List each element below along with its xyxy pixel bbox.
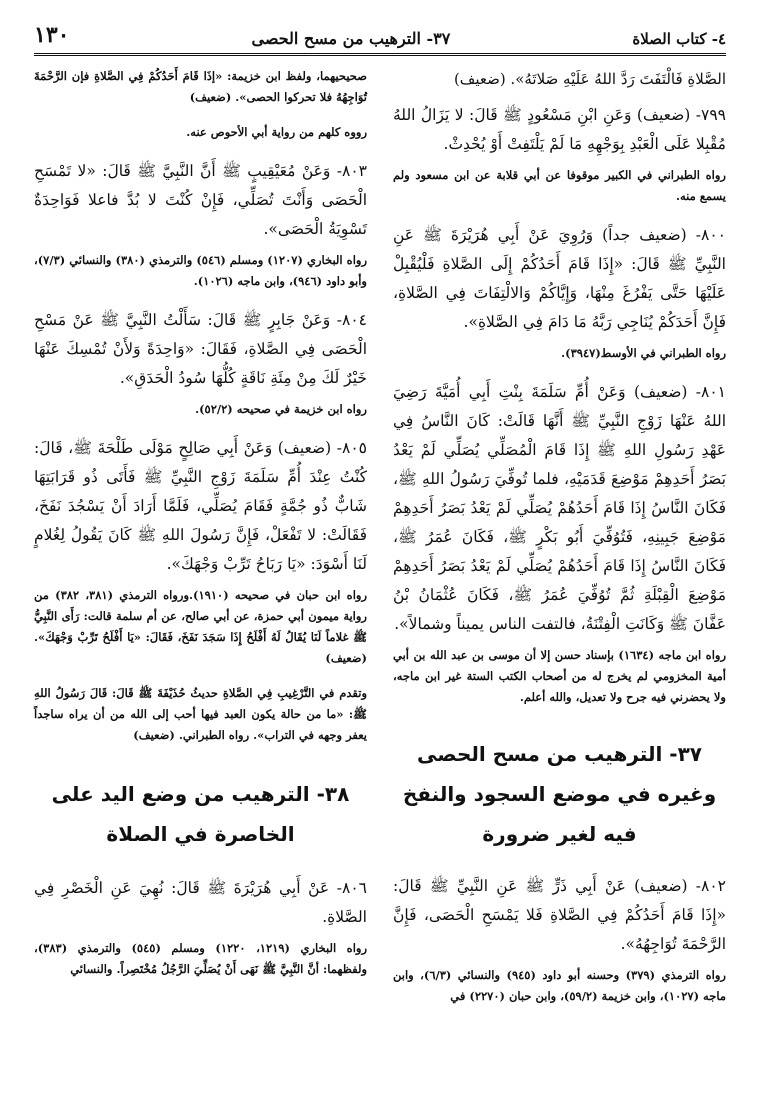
- section-37-line1: ٣٧- الترهيب من مسح الحصى: [417, 742, 702, 766]
- hadith-803: ٨٠٣- وَعَنْ مُعَيْقِيبٍ ﷺ أَنَّ النَّبِيَّ ﷺ قَالَ: «لا تَمْسَحِ الْحَصَى وَأَنْتَ تُصَلِّي، فَإِنْ كُنْتَ لا بُدَّ فاعلا فَوَاحِدَةٌ تَسْوِيَةُ الْحَصَى».: [34, 162, 367, 238]
- book-title: ٤- كتاب الصلاة: [632, 30, 726, 48]
- hadith-805-note: وتقدم في التَّرْغِيبِ فِي الصَّلاةِ حديثُ حُذَيْفَةَ ﷺ قَالَ: قَالَ رَسُولُ اللهِ ﷺ: «ما من حالة يكون العبد فيها أحب إلى الله من أن يراه ساجداً يعفر وجهه في التراب». رواه الطبراني. (ضعيف): [34, 686, 367, 742]
- hadith-806: ٨٠٦- عَنْ أَبِي هُرَيْرَةَ ﷺ قَالَ: نُهِيَ عَنِ الْخَصْرِ فِي الصَّلاةِ.: [34, 879, 367, 926]
- hadith-802: ٨٠٢- (ضعيف) عَنْ أَبِي ذَرٍّ ﷺ عَنِ النَّبِيِّ ﷺ قَالَ: «إِذَا قَامَ أَحَدُكُمْ فِي الصَّلاةِ فَلا يَمْسَحِ الْحَصَى، فَإِنَّ الرَّحْمَةَ تُوَاجِهُهُ».: [393, 877, 726, 953]
- hadith-805-source: رواه ابن حبان في صحيحه (١٩١٠).ورواه الترمذي (٣٨١، ٣٨٢) من رواية ميمون أبي حمزة، عن أبي صالح، عن أم سلمة قالت: رَأَى النَّبِيُّ ﷺ غلاماً لَنَا يُقَالُ لَهُ أَفْلَحُ إِذَا سَجَدَ نَفَخَ، فَقَالَ: «يَا أَفْلَحُ تَرِّبْ وَجْهَكَ». (ضعيف): [34, 588, 368, 665]
- hadith-805: ٨٠٥- (ضعيف) وَعَنْ أَبِي صَالِحٍ مَوْلَى طَلْحَةَ ﷺ، قَالَ: كُنْتُ عِنْدَ أُمِّ سَلَمَةَ زَوْجِ النَّبِيِّ ﷺ فَأَتَى ذُو قَرَابَتِهَا شَابٌّ ذُو جُمَّةٍ فَقَامَ يُصَلِّي، فَلَمَّا أَرَادَ أَنْ يَسْجُدَ نَفَخَ، فَقَالَتْ: لا تَفْعَلْ، فَإِنَّ رَسُولَ اللهِ ﷺ كَانَ يَقُولُ لِغُلامٍ لَنَا أَسْوَدَ: «يَا رَبَاحُ تَرِّبْ وَجْهَكَ».: [34, 439, 367, 573]
- hadith-804: ٨٠٤- وَعَنْ جَابِرٍ ﷺ قَالَ: سَأَلْتُ النَّبِيَّ ﷺ عَنْ مَسْحِ الْحَصَى فِي الصَّلاةِ، فَقَالَ: «وَاحِدَةً وَلأَنْ تُمْسِكَ عَنْهَا خَيْرٌ لَكَ مِنْ مِئَةِ نَاقَةٍ كُلُّهَا سُودُ الْحَدَقِ».: [34, 311, 367, 387]
- hadith-804-source: رواه ابن خزيمة في صحيحه (٥٢/٢).: [195, 402, 367, 416]
- columns: [34, 66, 726, 1021]
- section-38-line1: ٣٨- الترهيب من وضع اليد على: [51, 782, 350, 806]
- hadith-800-source: رواه الطبراني في الأوسط(٣٩٤٧).: [561, 346, 726, 360]
- hadith-799-source: رواه الطبراني في الكبير موقوفا عن أبي قلابة عن ابن مسعود ولم يسمع منه.: [393, 168, 726, 203]
- page-header: [34, 22, 726, 56]
- hadith-803-source: رواه البخاري (١٢٠٧) ومسلم (٥٤٦) والترمذي (٣٨٠) والنسائي (٧/٣)، وأبو داود (٩٤٦)، وابن ماجه (١٠٢٦).: [34, 253, 367, 288]
- hadith-799: ٧٩٩- (ضعيف) وَعَنِ ابْنِ مَسْعُودٍ ﷺ قَالَ: لا يَزَالُ اللهُ مُقْبِلا عَلَى الْعَبْدِ بِوَجْهِهِ مَا لَمْ يَلْتَفِتْ أَوْ يُحْدِثْ.: [393, 106, 726, 153]
- hadith-806-source: رواه البخاري (١٢١٩، ١٢٢٠) ومسلم (٥٤٥) والترمذي (٣٨٣)، ولفظهما: أنَّ النَّبِيَّ ﷺ نَهَى أَنْ يُصَلِّيَ الرَّجُلُ مُخْتَصِراً. والنسائي: [34, 941, 368, 976]
- chapter-title: ٣٧- الترهيب من مسح الحصى: [251, 29, 451, 48]
- hadith-801-source: رواه ابن ماجه (١٦٣٤) بإسناد حسن إلا أن موسى بن عبد الله بن أبي أمية المخزومي لم يخرج له من أصحاب الكتب الستة غير ابن ماجه، ولا يحضرني فيه جرح ولا تعديل، والله أعلم.: [393, 648, 726, 704]
- page-number: ١٣٠: [34, 22, 70, 48]
- continuation-text: الصَّلاةِ فَالْتَفَتَ رَدَّ اللهُ عَلَيْهِ صَلاتَهُ». (ضعيف): [453, 70, 726, 88]
- left-column: [34, 66, 367, 1021]
- continuation-note: رووه كلهم من رواية أبي الأحوص عنه.: [186, 125, 367, 139]
- section-37-heading: [393, 734, 726, 854]
- hadith-800: ٨٠٠- (ضعيف جداً) وَرُوِيَ عَنْ أَبِي هُرَيْرَةَ ﷺ عَنِ النَّبِيِّ ﷺ قَالَ: «إِذَا قَامَ أَحَدُكُمْ إِلَى الصَّلاةِ فَلْيُقْبِلْ عَلَيْهَا حَتَّى يَفْرُغَ مِنْهَا، وَإِيَّاكُمْ وَالالْتِفَاتَ فِي الصَّلاةِ، فَإِنَّ أَحَدَكُمْ يُنَاجِي رَبَّهُ مَا دَامَ فِي الصَّلاةِ».: [393, 226, 726, 331]
- hadith-802-source: رواه الترمذي (٣٧٩) وحسنه أبو داود (٩٤٥) والنسائي (٦/٣)، وابن ماجه (١٠٢٧)، وابن خزيمة (٥٩/٢)، وابن حبان (٢٢٧٠) في: [393, 968, 726, 1003]
- section-38-heading: [34, 774, 367, 854]
- section-38-line2: الخاصرة في الصلاة: [106, 822, 295, 846]
- section-37-line2: وغيره في موضع السجود والنفخ فيه لغير ضرورة: [402, 782, 717, 846]
- hadith-801: ٨٠١- (ضعيف) وَعَنْ أُمِّ سَلَمَةَ بِنْتِ أَبِي أُمَيَّةَ رَضِيَ اللهُ عَنْهَا زَوْجِ النَّبِيِّ ﷺ أَنَّهَا قَالَتْ: كَانَ النَّاسُ فِي عَهْدِ رَسُولِ اللهِ ﷺ إِذَا قَامَ الْمُصَلِّي يُصَلِّي لَمْ يَعْدُ بَصَرُ أَحَدِهِمْ مَوْضِعَ قَدَمَيْهِ، فلما تُوفِّيَ رَسُولُ اللهِ ﷺ، فَكَانَ النَّاسُ إِذَا قَامَ أَحَدُهُمْ يُصَلِّي لَمْ يَعْدُ بَصَرُ أَحَدِهِمْ مَوْضِعَ جَبِينِهِ، فَتُوُفِّيَ أَبُو بَكْرٍ ﷺ، فَكَانَ عُمَرُ ﷺ، فَكَانَ النَّاسُ إِذَا قَامَ أَحَدُهُمْ يُصَلِّي لَمْ يَعْدُ بَصَرُ أَحَدِهِمْ مَوْضِعَ الْقِبْلَةِ ثُمَّ تُوُفِّيَ عُمَرُ ﷺ، فَكَانَ عُثْمَانُ بْنُ عَفَّانَ ﷺ وَكَانَتِ الْفِتْنَةُ، فالتفت الناس يميناً وشمالاً».: [393, 383, 726, 633]
- right-column: [393, 66, 726, 1021]
- continuation-text-left: صحيحيهما، ولفظ ابن خزيمة: «إذَا قَامَ أَحَدُكُمْ فِي الصَّلاةِ فإن الرَّحْمَةَ تُوَاجِهُهُ فلا تحركوا الحصى». (ضعيف): [34, 69, 367, 104]
